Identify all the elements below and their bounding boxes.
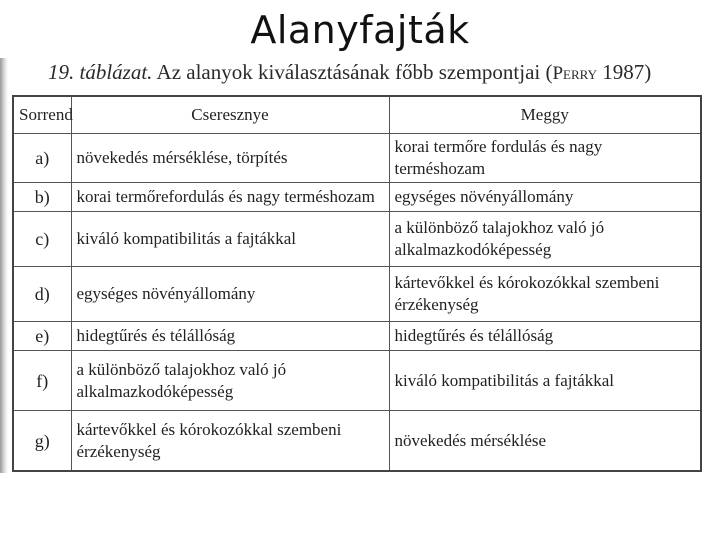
table-row: [13, 411, 701, 472]
row-order: c): [13, 212, 71, 267]
scan-edge-shadow: [0, 58, 8, 473]
table-header-row: [13, 96, 701, 134]
cell-cseresznye: egységes növényállomány: [71, 267, 389, 322]
rootstock-table: [12, 95, 702, 472]
table-row: [13, 183, 701, 212]
caption-number: 19. táblázat.: [48, 60, 153, 84]
table-row: [13, 267, 701, 322]
cell-cseresznye: korai termőrefordulás és nagy terméshozam: [71, 183, 389, 212]
cell-meggy: növekedés mérséklése: [389, 411, 701, 472]
cell-cseresznye: növekedés mérséklése, törpítés: [71, 134, 389, 183]
slide-title: Alanyfajták: [250, 8, 470, 52]
row-order: f): [13, 351, 71, 411]
table-row: [13, 322, 701, 351]
caption-author: Perry: [552, 63, 598, 84]
cell-meggy: egységes növényállomány: [389, 183, 701, 212]
cell-meggy: a különböző talajokhoz való jó alkalmazkodóképesség: [389, 212, 701, 267]
table-row: [13, 212, 701, 267]
caption-year: 1987): [597, 60, 652, 84]
cell-cseresznye: kiváló kompatibilitás a fajtákkal: [71, 212, 389, 267]
table-caption: [48, 60, 651, 85]
cell-meggy: kártevőkkel és kórokozókkal szembeni érzékenység: [389, 267, 701, 322]
table-row: [13, 351, 701, 411]
row-order: a): [13, 134, 71, 183]
header-meggy: Meggy: [389, 96, 701, 134]
table-row: [13, 134, 701, 183]
cell-meggy: korai termőre fordulás és nagy terméshozam: [389, 134, 701, 183]
cell-meggy: kiváló kompatibilitás a fajtákkal: [389, 351, 701, 411]
row-order: b): [13, 183, 71, 212]
cell-cseresznye: hidegtűrés és télállóság: [71, 322, 389, 351]
caption-text: Az alanyok kiválasztásának főbb szempontjai (: [156, 60, 553, 84]
cell-meggy: hidegtűrés és télállóság: [389, 322, 701, 351]
cell-cseresznye: kártevőkkel és kórokozókkal szembeni érzékenység: [71, 411, 389, 472]
header-cseresznye: Cseresznye: [71, 96, 389, 134]
header-sorrend: Sorrend: [13, 96, 71, 134]
cell-cseresznye: a különböző talajokhoz való jó alkalmazkodóképesség: [71, 351, 389, 411]
row-order: g): [13, 411, 71, 472]
row-order: d): [13, 267, 71, 322]
row-order: e): [13, 322, 71, 351]
